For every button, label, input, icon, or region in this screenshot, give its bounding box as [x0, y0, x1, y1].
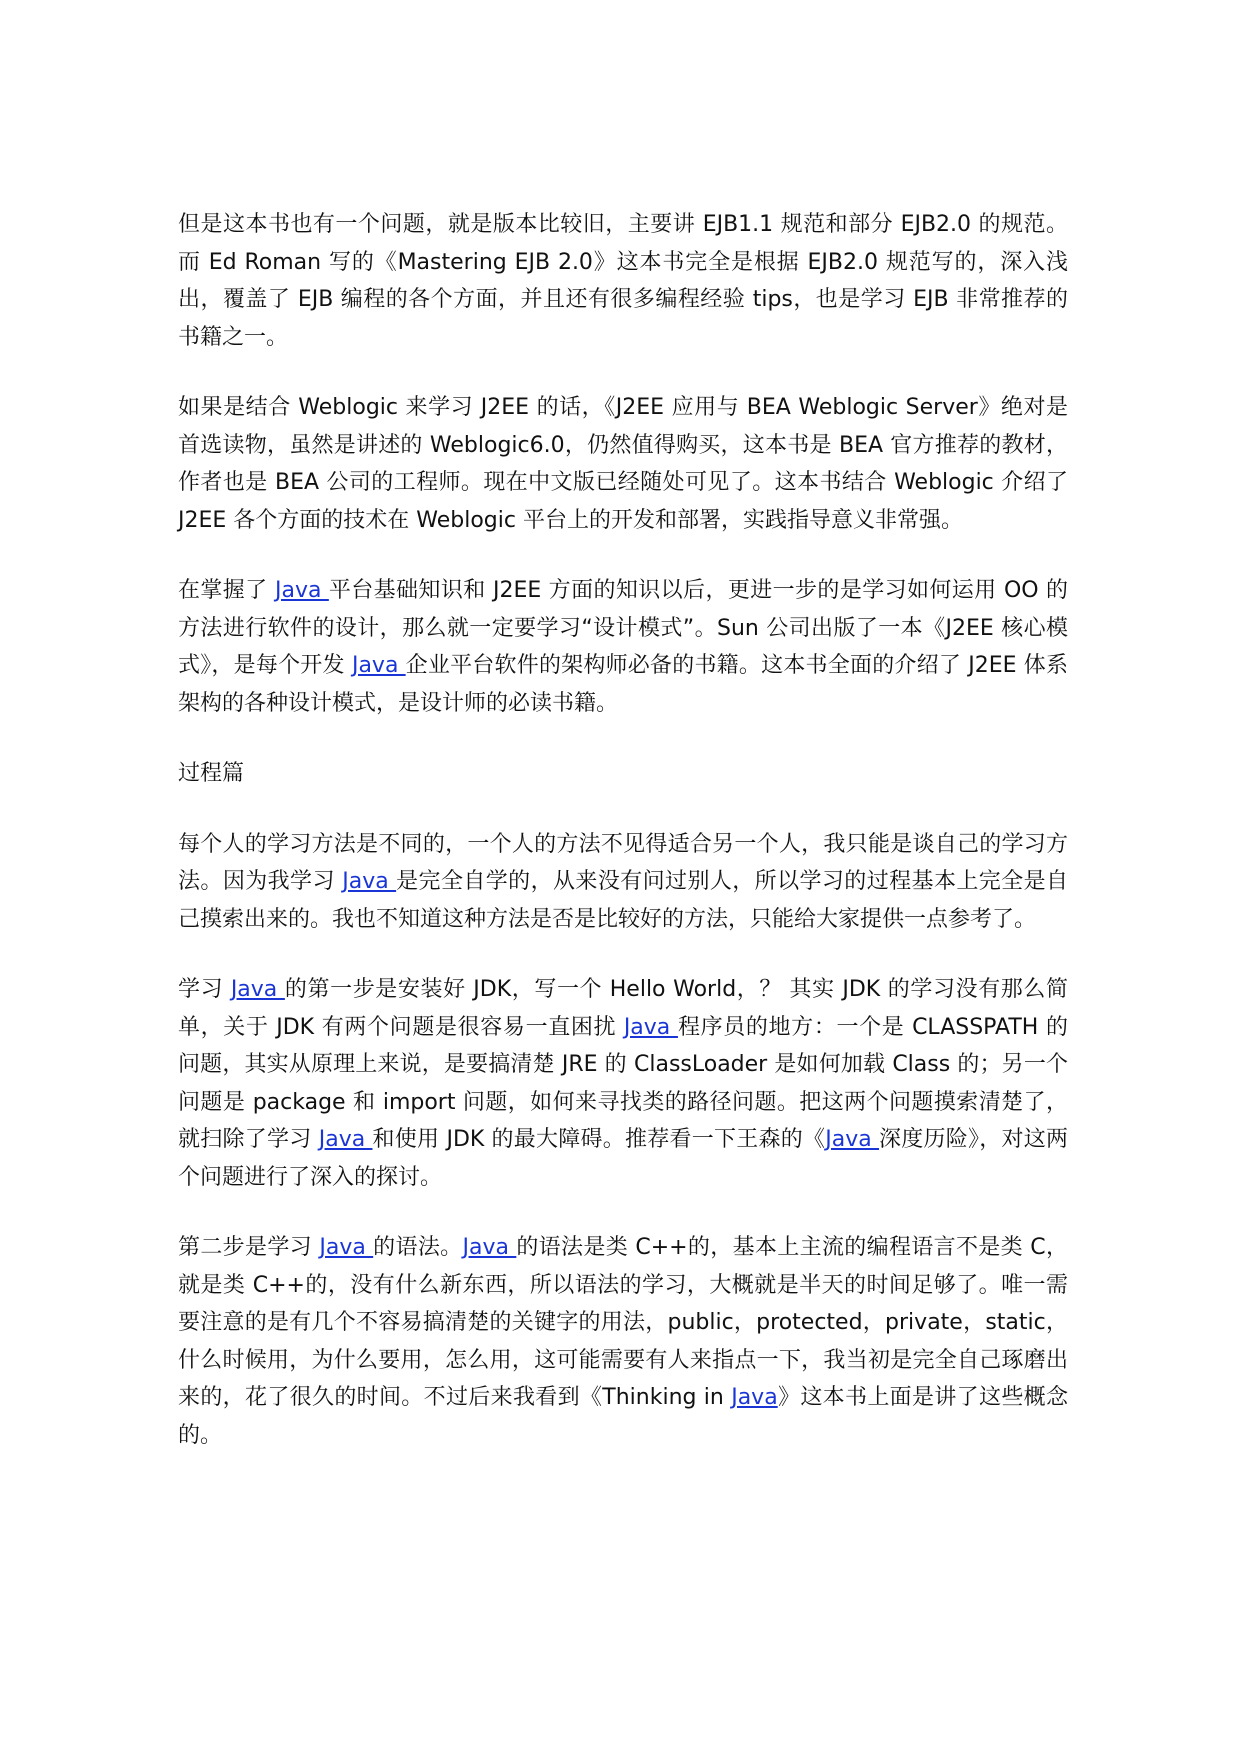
paragraphs-after: [178, 826, 1068, 1455]
java-link[interactable]: Java: [318, 1127, 373, 1152]
paragraph: [178, 826, 1068, 939]
java-link[interactable]: Java: [351, 653, 406, 678]
paragraph-text: 的第一步是安装好 JDK，写一个 Hello World，？ 其实 JDK 的学习没有那么简单，关于 JDK 有两个问题是很容易一直困扰: [178, 977, 1069, 1040]
paragraph-text: 如果是结合 Weblogic 来学习 J2EE 的话，《J2EE 应用与 BEA Weblogic Server》绝对是首选读物，虽然是讲述的 Weblogic6.0，仍然值得购买，这本书是 BEA 官方推荐的教材，作者也是 BEA 公司的工程师。现在中文版已经随处可见了。这本书结合 Weblogic 介绍了 J2EE 各个方面的技术在 Weblogic 平台上的开发和部署，实践指导意义非常强。: [178, 395, 1068, 533]
paragraph-text: 但是这本书也有一个问题，就是版本比较旧，主要讲 EJB1.1 规范和部分 EJB2.0 的规范。而 Ed Roman 写的《Mastering EJB 2.0》这本书完全是根据 EJB2.0 规范写的，深入浅出，覆盖了 EJB 编程的各个方面，并且还有很多编程经验 tips，也是学习 EJB 非常推荐的书籍之一。: [178, 212, 1068, 350]
java-link[interactable]: Java: [825, 1127, 880, 1152]
paragraph: [178, 1229, 1068, 1454]
java-link[interactable]: Java: [319, 1235, 374, 1260]
java-link[interactable]: Java: [462, 1235, 517, 1260]
java-link[interactable]: Java: [623, 1014, 678, 1040]
paragraph-text: 是完全自学的，从来没有问过别人，所以学习的过程基本上完全是自己摸索出来的。我也不知道这种方法是否是比较好的方法，只能给大家提供一点参考了。: [178, 869, 1068, 932]
paragraph-text: 的语法。: [373, 1235, 463, 1260]
section-heading: 过程篇: [178, 761, 245, 786]
java-link[interactable]: Java: [731, 1385, 778, 1410]
paragraph-text: 每个人的学习方法是不同的，一个人的方法不见得适合另一个人，我只能是谈自己的学习方法。因为我学习: [178, 831, 1068, 894]
java-link[interactable]: Java: [342, 869, 397, 894]
paragraph: [178, 206, 1068, 356]
paragraph-text: 第二步是学习: [178, 1235, 320, 1260]
paragraph-text: 程序员的地方：一个是 CLASSPATH 的问题，其实从原理上来说，是要搞清楚 JRE 的 ClassLoader 是如何加载 Class 的；另一个问题是 package 和 import 问题，如何来寻找类的路径问题。把这两个问题摸索清楚了，就扫除了学习: [178, 1014, 1068, 1152]
paragraph: [178, 971, 1068, 1196]
paragraph-text: 》这本书上面是讲了这些概念的。: [178, 1385, 1068, 1448]
paragraph-text: 和使用 JDK 的最大障碍。推荐看一下王森的《: [372, 1127, 826, 1152]
paragraph-text: 的语法是类 C++的，基本上主流的编程语言不是类 C，就是类 C++的，没有什么新东西，所以语法的学习，大概就是半天的时间足够了。唯一需要注意的是有几个不容易搞清楚的关键字的用法，public，protected，private，static，什么时候用，为什么要用，怎么用，这可能需要有人来指点一下，我当初是完全自己琢磨出来的，花了很久的时间。不过后来我看到《Thinking in: [178, 1235, 1069, 1410]
paragraph-text: 深度历险》，对这两个问题进行了深入的探讨。: [178, 1127, 1069, 1190]
paragraph-text: 学习: [178, 977, 231, 1002]
document-body: [178, 206, 1068, 1487]
paragraph-text: 企业平台软件的架构师必备的书籍。这本书全面的介绍了 J2EE 体系架构的各种设计模式，是设计师的必读书籍。: [178, 653, 1068, 716]
paragraph: [178, 389, 1068, 539]
paragraph-text: 平台基础知识和 J2EE 方面的知识以后，更进一步的是学习如何运用 OO 的方法进行软件的设计，那么就一定要学习“设计模式”。Sun 公司出版了一本《J2EE 核心模式》，是每个开发: [178, 578, 1068, 678]
java-link[interactable]: Java: [274, 578, 329, 603]
java-link[interactable]: Java: [230, 977, 285, 1002]
paragraphs-before: [178, 206, 1068, 722]
paragraph: [178, 572, 1068, 722]
paragraph-text: 在掌握了: [178, 578, 275, 603]
